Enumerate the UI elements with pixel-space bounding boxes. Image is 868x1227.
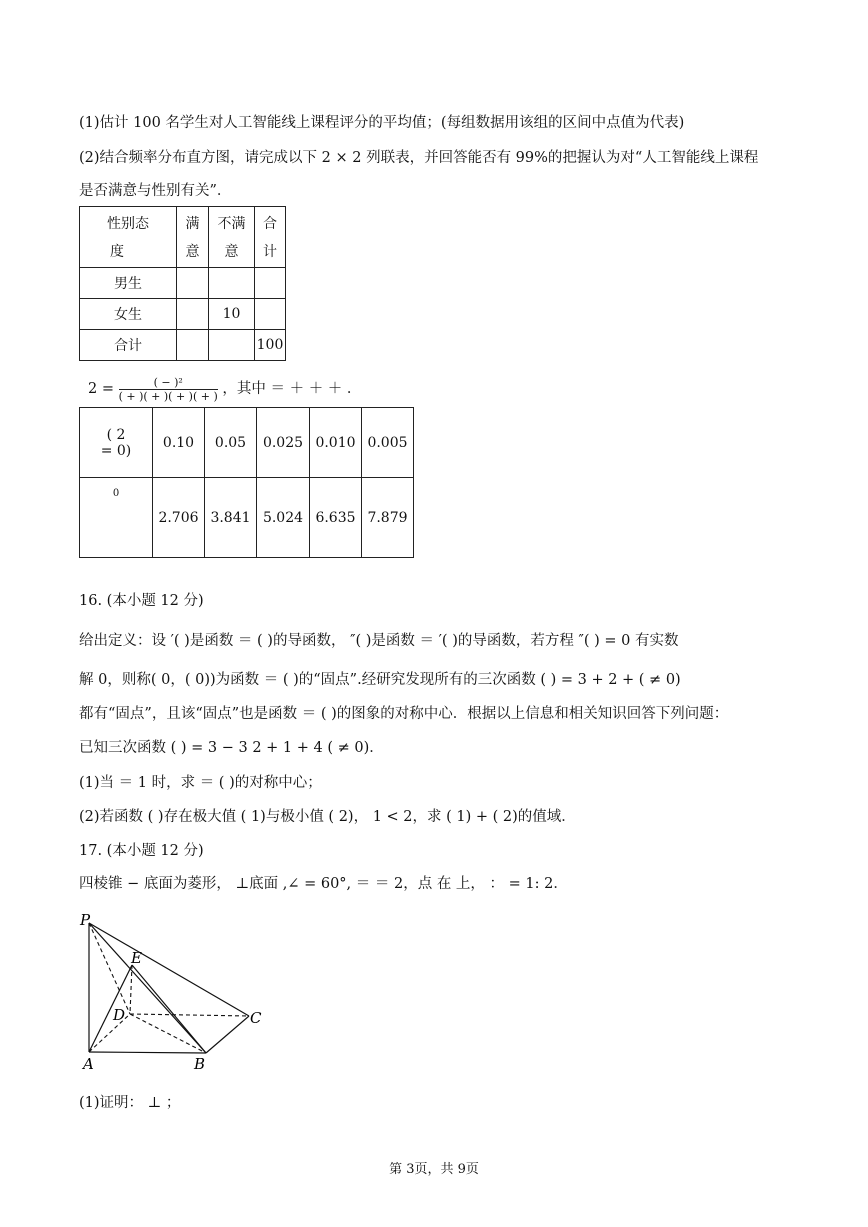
edge-AB [89,1052,206,1053]
probability-label [80,408,153,478]
pyramid-figure [75,905,275,1075]
table-cell [255,299,286,330]
table-cell [177,330,209,361]
vertex-label-A: A [83,1055,94,1073]
vertex-label-D: D [113,1006,126,1024]
k-value-cell: 6.635 [310,478,362,558]
k0-label: 0 [80,478,153,558]
q16-subquestion-2: (2)若函数 ( )存在极大值 ( 1)与极小值 ( 2)， 1 < 2，求 ( 1) + ( 2)的值域． [79,809,576,825]
p-value-cell: 0.025 [257,408,310,478]
p-value-cell: 0.010 [310,408,362,478]
critical-value-table [79,407,414,558]
edge-PC [89,923,249,1016]
k-value-cell: 3.841 [205,478,257,558]
header-text: 性别态 [107,216,149,232]
row-label-total: 合计 [80,330,177,361]
vertex-label-P: P [80,911,91,929]
q16-title: 16. (本小题 12 分) [79,593,204,609]
p-value-cell: 0.05 [205,408,257,478]
contingency-table [79,206,286,361]
header-text: 意 [224,244,239,260]
q15-part2-line2: 是否满意与性别有关”． [79,183,232,199]
edge-PB [89,923,206,1053]
table-row [80,207,286,268]
label-text: ( 2 [106,426,126,443]
vertex-label-E: E [131,949,142,967]
edge-AE [89,965,132,1052]
header-text: 计 [263,244,277,260]
table-cell [209,268,255,299]
q15-part1: (1)估计 100 名学生对人工智能线上课程评分的平均值；(每组数据用该组的区间中点值为代表) [79,115,685,131]
q16-subquestion-1: (1)当 ＝ 1 时，求 ＝ ( )的对称中心； [79,775,322,791]
formula-lhs: 2 = [88,381,114,397]
label-text: = 0) [100,442,132,459]
edge-DC-hidden [130,1014,249,1016]
q17-text-line1: 四棱锥 − 底面为菱形， ⊥底面 ,∠ = 60°, ＝ ＝ 2，点 在 上， ： = 1: 2． [79,876,568,892]
edge-DB-hidden [130,1014,206,1053]
header-text: 不满 [217,216,246,232]
p-value-cell: 0.005 [362,408,414,478]
header-text: 合 [263,216,277,232]
formula-fraction [119,376,218,403]
table-cell [177,299,209,330]
table-row [80,299,286,330]
page-footer: 第 3页，共 9页 [389,1162,479,1177]
chi-square-formula [88,375,361,403]
table-row [80,408,414,478]
k-value-cell: 5.024 [257,478,310,558]
q15-part2-line1: (2)结合频率分布直方图，请完成以下 2 × 2 列联表，并回答能否有 99%的把握认为对“人工智能线上课程 [79,150,759,166]
table-row [80,330,286,361]
grand-total-cell: 100 [255,330,286,361]
edge-ED-hidden [130,965,132,1014]
table-row [80,478,414,558]
row-label-male: 男生 [80,268,177,299]
table-cell [177,268,209,299]
formula-numerator: ( − )² [119,376,218,390]
header-total [255,207,286,268]
formula-denominator: ( + )( + )( + )( + ) [118,389,218,403]
vertex-label-C: C [250,1009,262,1027]
header-text: 意 [185,244,200,260]
header-gender [80,207,177,268]
q16-text-line3: 都有“固点”，且该“固点”也是函数 ＝ ( )的图象的对称中心．根据以上信息和相关知识回答下列问题： [79,706,729,722]
row-label-female: 女生 [80,299,177,330]
vertex-label-B: B [194,1055,206,1073]
edge-EB [132,965,206,1053]
q17-title: 17. (本小题 12 分) [79,843,204,859]
k-value-cell: 7.879 [362,478,414,558]
edge-PD-hidden [89,923,130,1014]
header-unsatisfied [209,207,255,268]
q16-text-line4: 已知三次函数 ( ) = 3 − 3 2 + 1 + 4 ( ≠ 0)． [79,740,384,756]
table-row [80,268,286,299]
k-value-cell: 2.706 [153,478,205,558]
female-unsatisfied-cell: 10 [209,299,255,330]
edge-BC [206,1016,249,1053]
table-cell [209,330,255,361]
formula-tail: ，其中 ＝ ＋ ＋ ＋ ． [222,381,362,397]
header-text: 度 [110,244,124,260]
p-value-cell: 0.10 [153,408,205,478]
q16-text-line1: 给出定义：设 ′( )是函数 ＝ ( )的导函数， ″( )是函数 ＝ ′( )的导函数，若方程 ″( ) = 0 有实数 [79,633,679,649]
q16-text-line2: 解 0，则称( 0，( 0))为函数 ＝ ( )的“固点”.经研究发现所有的三次函数 ( ) = 3 + 2 + ( ≠ 0) [79,672,681,688]
table-cell [255,268,286,299]
header-satisfied [177,207,209,268]
header-text: 满 [185,216,200,232]
q17-subquestion-1: (1)证明： ⊥ ； [79,1095,181,1111]
